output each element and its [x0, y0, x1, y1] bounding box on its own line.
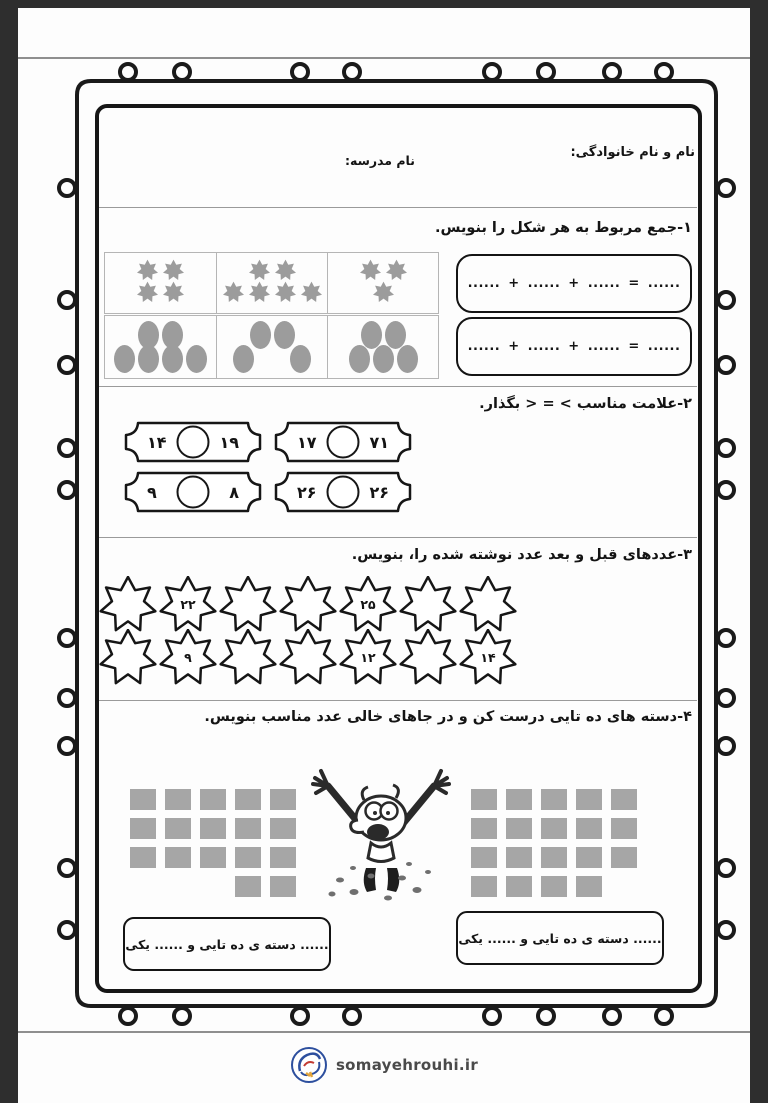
- star-shape: [222, 281, 245, 307]
- comparison-ticket: [122, 419, 264, 465]
- unit-square: [471, 847, 497, 868]
- outline-star: [158, 576, 218, 632]
- star-shape: [162, 281, 185, 307]
- ticket-number-left: ۲۶: [297, 482, 317, 502]
- unit-square: [165, 818, 191, 839]
- unit-square: [270, 847, 296, 868]
- star-shape: [274, 281, 297, 307]
- star-number: [98, 629, 158, 685]
- unit-square: [471, 876, 497, 897]
- ticket-number-right: ۷۱: [369, 432, 389, 452]
- outline-star: [278, 576, 338, 632]
- star-number: ۱۲: [360, 649, 376, 665]
- outline-star: [278, 629, 338, 685]
- comparison-ticket: [272, 419, 414, 465]
- star-number: [278, 576, 338, 632]
- tens-ones-text-left: ...... دسته ی ده تایی و ...... یکی: [125, 936, 329, 952]
- star-number: [218, 576, 278, 632]
- outline-star: [338, 629, 398, 685]
- oval-shape: [114, 345, 135, 373]
- section1-title: ۱-جمع مربوط به هر شکل را بنویس.: [434, 220, 692, 236]
- unit-square: [611, 789, 637, 810]
- unit-square: [541, 847, 567, 868]
- squares-row: [130, 818, 296, 839]
- unit-square: [270, 818, 296, 839]
- star-number: ۲۵: [360, 596, 376, 612]
- unit-square: [576, 876, 602, 897]
- star-shape: [372, 281, 395, 307]
- tens-ones-answer-box-left: [123, 917, 331, 971]
- star-number: [398, 576, 458, 632]
- cartoon-character: [296, 760, 466, 905]
- star-number: ۹: [184, 649, 192, 665]
- ticket-number-left: ۹: [147, 482, 157, 502]
- unit-square: [576, 847, 602, 868]
- unit-square: [506, 876, 532, 897]
- ticket-number-right: ۸: [229, 482, 239, 502]
- unit-square: [130, 789, 156, 810]
- oval-shape: [186, 345, 207, 373]
- squares-row: [471, 876, 637, 897]
- ticket-number-left: ۱۷: [297, 432, 317, 452]
- comparison-grid: [122, 419, 414, 515]
- unit-square: [541, 876, 567, 897]
- unit-square: [235, 847, 261, 868]
- outline-star: [398, 629, 458, 685]
- scan-edge-left: [0, 0, 18, 1103]
- outline-star: [98, 629, 158, 685]
- shape-cell: [105, 253, 216, 313]
- oval-shape: [290, 345, 311, 373]
- outline-star: [98, 576, 158, 632]
- school-name-label: نام مدرسه:: [345, 153, 415, 168]
- oval-shape: [373, 345, 394, 373]
- section3-title: ۳-عددهای قبل و بعد عدد نوشته شده را، بنویس.: [351, 547, 692, 563]
- unit-square: [611, 818, 637, 839]
- unit-square: [165, 847, 191, 868]
- star-number: [218, 629, 278, 685]
- scan-edge-right: [750, 0, 768, 1103]
- shape-cell: [327, 316, 438, 378]
- scan-edge-top: [0, 0, 768, 8]
- star-shape: [248, 281, 271, 307]
- unit-square: [471, 789, 497, 810]
- unit-square: [541, 818, 567, 839]
- paper-bottom-line: [18, 1031, 750, 1033]
- oval-shape: [397, 345, 418, 373]
- squares-row: [130, 789, 296, 810]
- shape-cell: [105, 316, 216, 378]
- site-url: somayehrouhi.ir: [335, 1056, 479, 1074]
- unit-square: [506, 818, 532, 839]
- outline-star: [398, 576, 458, 632]
- squares-row: [471, 818, 637, 839]
- footer: [0, 1046, 768, 1084]
- star-number: [398, 629, 458, 685]
- oval-shape: [162, 345, 183, 373]
- unit-square: [200, 847, 226, 868]
- ticket-number-right: ۱۹: [219, 432, 239, 452]
- number-stars-row-2: [98, 629, 518, 685]
- ticket-number-right: ۲۶: [369, 482, 389, 502]
- section4-title: ۴-دسته های ده تایی درست کن و در جاهای خالی عدد مناسب بنویس.: [204, 709, 692, 725]
- squares-row: [471, 847, 637, 868]
- tens-ones-text-right: ...... دسته ی ده تایی و ...... یکی: [458, 930, 662, 946]
- unit-square: [270, 789, 296, 810]
- unit-square: [235, 818, 261, 839]
- oval-shape: [138, 345, 159, 373]
- ticket-number-left: ۱۴: [147, 432, 167, 452]
- unit-square: [130, 818, 156, 839]
- section-divider-3: [99, 537, 697, 538]
- outline-star: [338, 576, 398, 632]
- unit-square: [235, 876, 261, 897]
- squares-group-right: [471, 789, 637, 897]
- star-number: [278, 629, 338, 685]
- star-number: ۱۴: [480, 649, 496, 665]
- section1-star-cells: [104, 252, 439, 314]
- section-divider-1: [99, 207, 697, 208]
- section-divider-4: [99, 700, 697, 701]
- shape-cell: [216, 253, 327, 313]
- unit-square: [130, 847, 156, 868]
- star-number: [98, 576, 158, 632]
- outline-star: [458, 576, 518, 632]
- outline-star: [218, 576, 278, 632]
- section2-title: ۲-علامت مناسب ⁦> = <⁩ بگذار.: [479, 396, 692, 412]
- squares-group-left: [130, 789, 296, 897]
- paper-top-line: [18, 57, 750, 59]
- unit-square: [506, 847, 532, 868]
- squares-row: [130, 847, 296, 868]
- unit-square: [611, 847, 637, 868]
- oval-shape: [233, 345, 254, 373]
- equation-placeholder-1: ...... + ...... + ...... = ......: [467, 276, 681, 291]
- comparison-ticket: [122, 469, 264, 515]
- star-number: ۲۲: [180, 596, 196, 612]
- shape-cell: [216, 316, 327, 378]
- squares-row: [130, 876, 296, 897]
- unit-square: [270, 876, 296, 897]
- unit-square: [471, 818, 497, 839]
- outline-star: [458, 629, 518, 685]
- unit-square: [506, 789, 532, 810]
- unit-square: [235, 789, 261, 810]
- site-logo-icon: [290, 1046, 328, 1084]
- unit-square: [200, 818, 226, 839]
- star-shape: [300, 281, 323, 307]
- star-number: [458, 576, 518, 632]
- equation-answer-box-2: [456, 317, 692, 376]
- tens-ones-answer-box-right: [456, 911, 664, 965]
- shape-cell: [327, 253, 438, 313]
- outline-star: [158, 629, 218, 685]
- unit-square: [200, 789, 226, 810]
- number-stars-row-1: [98, 576, 518, 632]
- equation-answer-box-1: [456, 254, 692, 313]
- unit-square: [165, 789, 191, 810]
- equation-placeholder-2: ...... + ...... + ...... = ......: [467, 339, 681, 354]
- unit-square: [576, 789, 602, 810]
- squares-row: [471, 789, 637, 810]
- oval-shape: [349, 345, 370, 373]
- section-divider-2: [99, 386, 697, 387]
- section1-oval-cells: [104, 315, 439, 379]
- star-shape: [136, 281, 159, 307]
- student-name-label: نام و نام خانوادگی:: [570, 145, 695, 160]
- outline-star: [218, 629, 278, 685]
- unit-square: [576, 818, 602, 839]
- unit-square: [541, 789, 567, 810]
- comparison-ticket: [272, 469, 414, 515]
